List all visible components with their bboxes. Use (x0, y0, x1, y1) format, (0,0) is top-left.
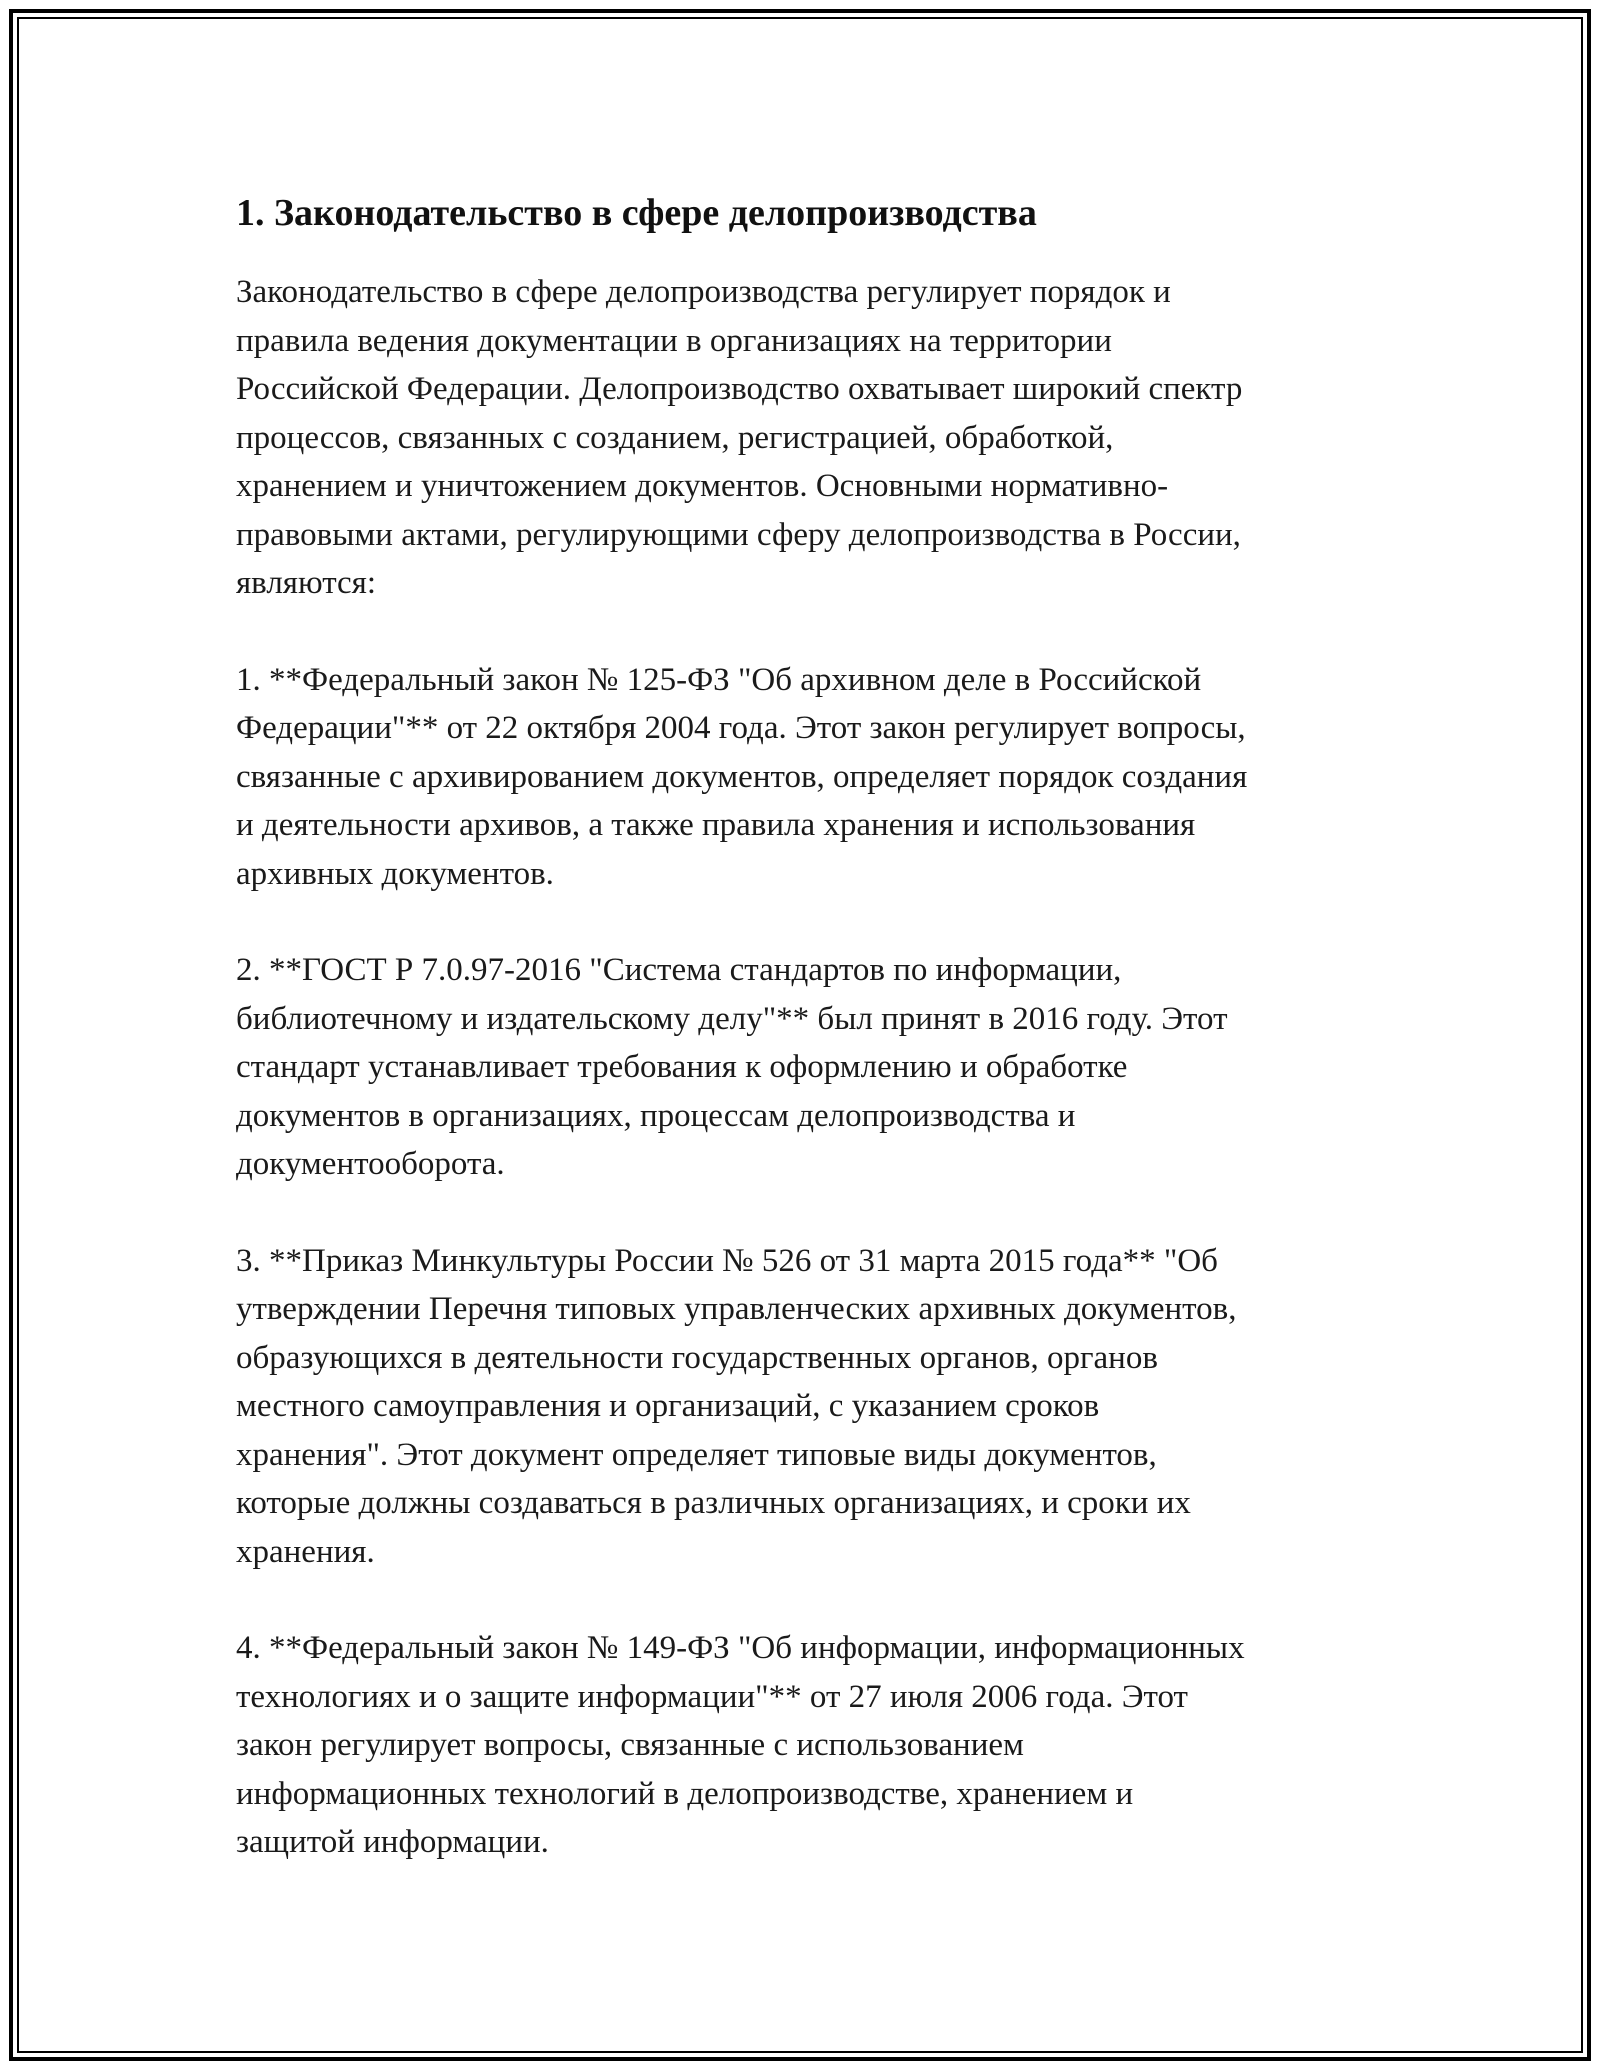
intro-paragraph: Законодательство в сфере делопроизводства регулирует порядок и правила ведения документации в организациях на территории Российской Федерации. Делопроизводство охватывает широкий спектр процессов, связанных с созданием, регистрацией, обработкой, хранением и уничтожением документов. Основными нормативно- правовыми актами, регулирующими сферу делопроизводства в России, являются: (236, 274, 1243, 601)
list-item: 3. **Приказ Минкультуры России № 526 от 31 марта 2015 года** "Об утверждении Перечня типовых управленческих архивных документов, образующихся в деятельности государственных органов, органов местного самоуправления и организаций, с указанием сроков хранения". Этот документ определяет типовые виды документов, которые должны создаваться в различных организациях, и сроки их хранения. (236, 1242, 1237, 1570)
list-item: 4. **Федеральный закон № 149-ФЗ "Об информации, информационных технологиях и о защите информации"** от 27 июля 2006 года. Этот закон регулирует вопросы, связанные с использованием информационных технологий в делопроизводстве, хранением и защитой информации. (236, 1630, 1245, 1860)
paragraph-spacer (236, 608, 1376, 656)
paragraph-spacer (236, 898, 1376, 946)
document-body (236, 188, 1376, 1867)
list-item: 1. **Федеральный закон № 125-ФЗ "Об архивном деле в Российской Федерации"** от 22 октября 2004 года. Этот закон регулирует вопросы, связанные с архивированием документов, определяет порядок создания и деятельности архивов, а также правила хранения и использования архивных документов. (236, 661, 1248, 892)
section-heading: 1. Законодательство в сфере делопроизводства (236, 192, 1037, 234)
paragraph-spacer (236, 1576, 1376, 1624)
list-item: 2. **ГОСТ Р 7.0.97-2016 "Система стандартов по информации, библиотечному и издательскому делу"** был принят в 2016 году. Этот стандарт устанавливает требования к оформлению и обработке документов в организациях, процессам делопроизводства и документооборота. (236, 952, 1228, 1182)
paragraph-spacer (236, 1189, 1376, 1237)
